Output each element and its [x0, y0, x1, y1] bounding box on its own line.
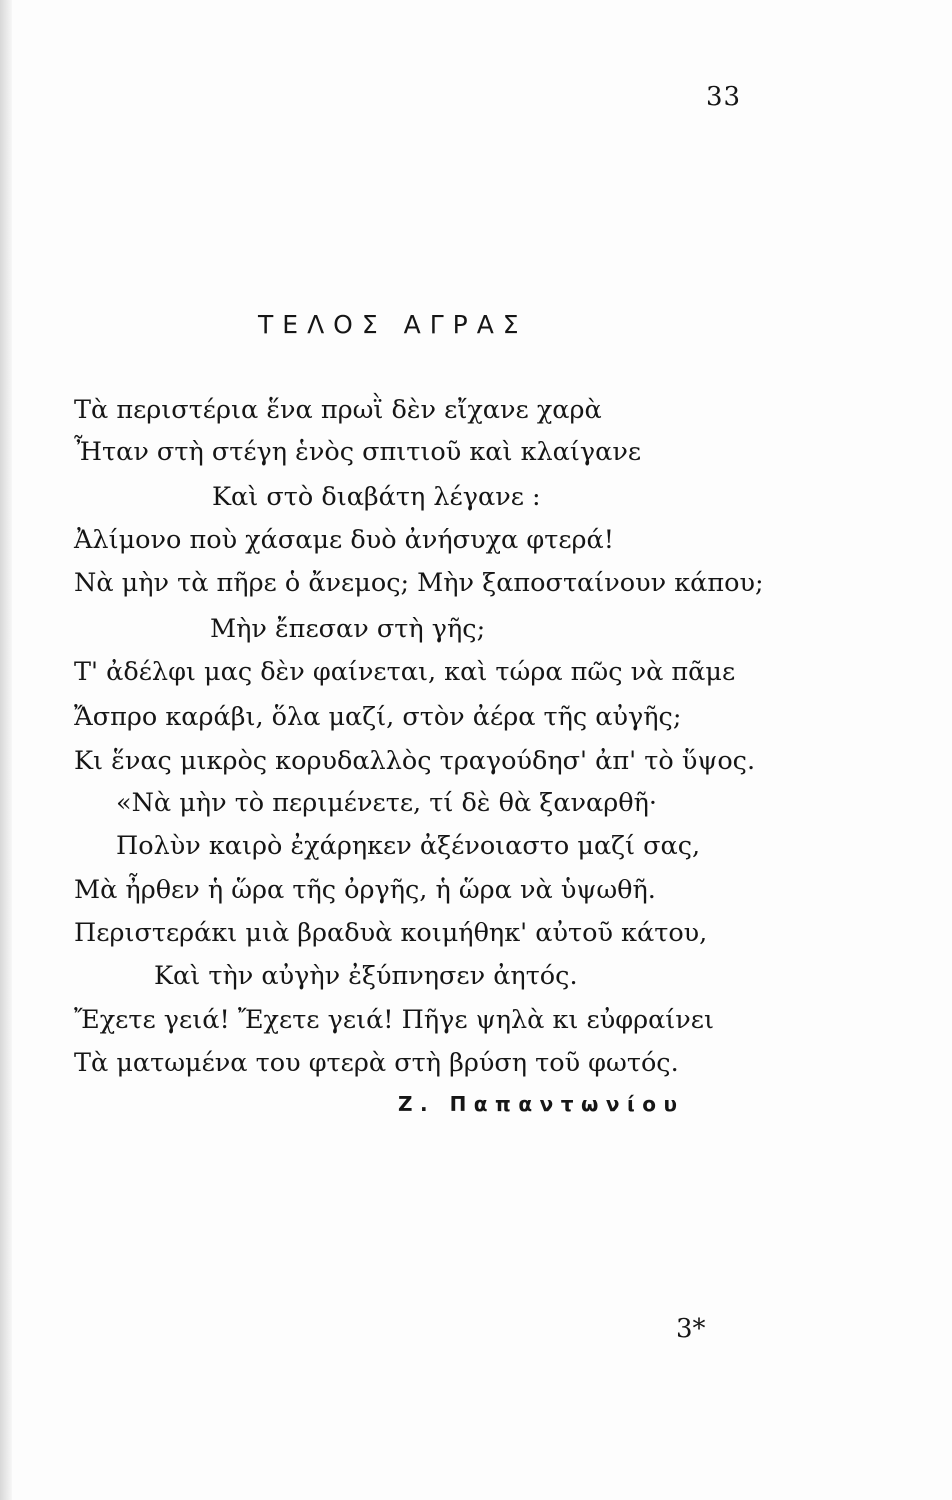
poem-line-4: Ἀλίμονο ποὺ χάσαμε δυὸ ἀνήσυχα φτερά! [74, 525, 614, 555]
poem-author: Ζ. Παπαντωνίου [398, 1092, 685, 1116]
poem-line-9: Κι ἕνας μικρὸς κορυδαλλὸς τραγούδησ' ἀπ' τὸ ὕψος. [74, 746, 756, 776]
poem-line-2: Ἦταν στὴ στέγη ἑνὸς σπιτιοῦ καὶ κλαίγανε [74, 437, 642, 467]
poem-line-6: Μὴν ἔπεσαν στὴ γῆς; [210, 614, 486, 644]
poem-line-16: Τὰ ματωμένα του φτερὰ στὴ βρύση τοῦ φωτός. [74, 1048, 679, 1078]
poem-line-5: Νὰ μὴν τὰ πῆρε ὁ ἄνεμος; Μὴν ξαποσταίνουν κάπου; [74, 568, 764, 598]
poem-line-7: Τ' ἀδέλφι μας δὲν φαίνεται, καὶ τώρα πῶς νὰ πᾶμε [74, 657, 736, 687]
poem-line-13: Περιστεράκι μιὰ βραδυὰ κοιμήθηκ' αὐτοῦ κάτου, [74, 918, 708, 948]
poem-line-12: Μὰ ἦρθεν ἡ ὥρα τῆς ὀργῆς, ἡ ὥρα νὰ ὑψωθῆ. [74, 875, 656, 905]
page-binding-edge [0, 0, 12, 1500]
poem-line-1: Τὰ περιστέρια ἕνα πρωῒ δὲν εἴχανε χαρὰ [74, 395, 602, 425]
poem-line-14: Καὶ τὴν αὐγὴν ἐξύπνησεν ἀητός. [154, 961, 578, 991]
poem-line-15: Ἔχετε γειά! Ἔχετε γειά! Πῆγε ψηλὰ κι εὐφραίνει [74, 1005, 715, 1035]
poem-line-11: Πολὺν καιρὸ ἐχάρηκεν ἀξένοιαστο μαζί σας, [116, 831, 701, 861]
poem-line-8: Ἄσπρο καράβι, ὅλα μαζί, στὸν ἀέρα τῆς αὐγῆς; [74, 702, 682, 732]
poem-line-3: Καὶ στὸ διαβάτη λέγανε : [212, 482, 541, 512]
page-number: 33 [706, 82, 742, 112]
poem-line-10: «Νὰ μὴν τὸ περιμένετε, τί δὲ θὰ ξαναρθῆ· [116, 788, 657, 818]
poem-title: ΤΕΛΟΣ ΑΓΡΑΣ [258, 310, 528, 339]
printer-signature-mark: 3* [676, 1314, 706, 1344]
